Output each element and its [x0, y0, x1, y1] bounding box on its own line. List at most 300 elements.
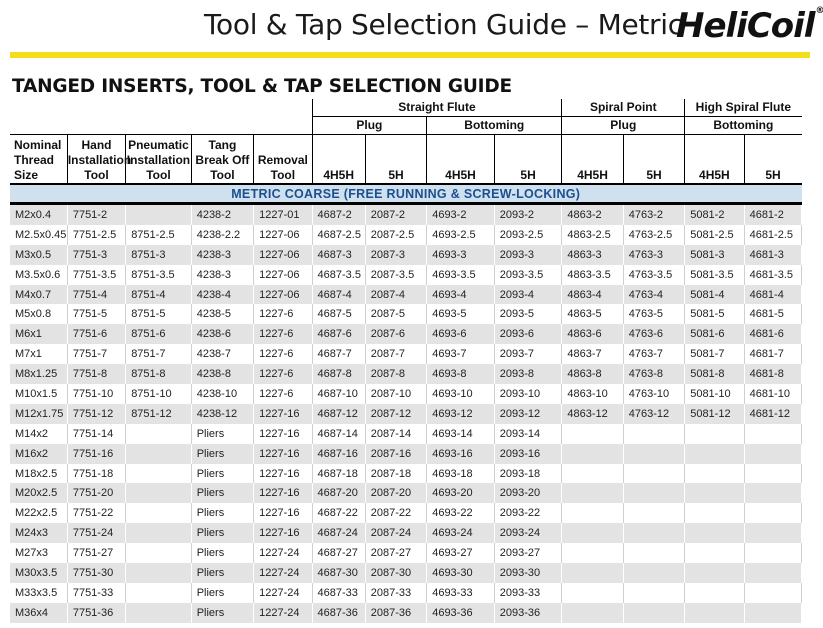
table-cell: 2093-14	[494, 424, 562, 444]
table-cell: 4763-12	[623, 404, 684, 424]
table-cell: 4238-2.2	[191, 225, 253, 245]
table-cell: 7751-8	[67, 364, 125, 384]
table-cell: 2087-14	[365, 424, 426, 444]
table-cell: 7751-18	[67, 464, 125, 484]
table-cell: 7751-20	[67, 483, 125, 503]
table-cell: 5081-4	[685, 285, 744, 305]
table-cell: Pliers	[191, 603, 253, 623]
table-cell: 2093-8	[494, 364, 562, 384]
table-cell: 2087-8	[365, 364, 426, 384]
table-cell	[562, 424, 623, 444]
table-cell: 4693-16	[427, 444, 495, 464]
table-cell: 4863-4	[562, 285, 623, 305]
table-cell	[623, 503, 684, 523]
table-cell: 4687-27	[312, 543, 365, 563]
subgroup-spiral-plug: Plug	[562, 117, 685, 135]
table-cell: 4863-12	[562, 404, 623, 424]
table-cell	[562, 583, 623, 603]
table-cell: 5081-3.5	[685, 265, 744, 285]
table-cell: 2087-7	[365, 344, 426, 364]
table-cell: 8751-12	[126, 404, 192, 424]
col-4h5h-spiral: 4H5H	[562, 135, 623, 185]
table-cell: 2087-30	[365, 563, 426, 583]
table-cell: 2087-18	[365, 464, 426, 484]
table-cell	[126, 563, 192, 583]
table-cell: 4763-3	[623, 245, 684, 265]
table-cell: 2087-2.5	[365, 225, 426, 245]
table-cell: 4693-5	[427, 304, 495, 324]
table-cell: 2087-36	[365, 603, 426, 623]
table-cell: 4863-2	[562, 204, 623, 225]
table-cell: Pliers	[191, 543, 253, 563]
table-cell: 1227-6	[254, 324, 312, 344]
table-cell: 4863-10	[562, 384, 623, 404]
table-cell: 4238-10	[191, 384, 253, 404]
table-cell	[126, 583, 192, 603]
table-cell: 7751-6	[67, 324, 125, 344]
table-cell: M22x2.5	[10, 503, 67, 523]
table-cell	[562, 464, 623, 484]
table-row	[10, 503, 802, 523]
table-cell: 2087-6	[365, 324, 426, 344]
table-cell: 1227-24	[254, 603, 312, 623]
col-5h-high-spiral: 5H	[744, 135, 801, 185]
table-cell: 4693-3.5	[427, 265, 495, 285]
table-cell	[685, 464, 744, 484]
table-cell: M4x0.7	[10, 285, 67, 305]
table-cell: 4863-8	[562, 364, 623, 384]
table-cell: Pliers	[191, 464, 253, 484]
table-cell: 7751-4	[67, 285, 125, 305]
table-cell	[744, 603, 801, 623]
table-cell: 2087-5	[365, 304, 426, 324]
table-cell	[562, 563, 623, 583]
table-cell: 4681-6	[744, 324, 801, 344]
table-cell: 4693-12	[427, 404, 495, 424]
selection-guide-table	[10, 99, 802, 623]
table-cell: 4763-8	[623, 364, 684, 384]
table-cell	[126, 483, 192, 503]
table-cell: M18x2.5	[10, 464, 67, 484]
table-cell: 4763-2.5	[623, 225, 684, 245]
table-cell: 4863-3	[562, 245, 623, 265]
table-cell	[562, 503, 623, 523]
table-cell: 7751-10	[67, 384, 125, 404]
table-cell: M16x2	[10, 444, 67, 464]
table-cell: 4687-3	[312, 245, 365, 265]
table-cell: M12x1.75	[10, 404, 67, 424]
table-cell: 7751-16	[67, 444, 125, 464]
table-cell: 4238-4	[191, 285, 253, 305]
table-cell: 4687-2	[312, 204, 365, 225]
table-cell: 2087-10	[365, 384, 426, 404]
table-cell: 4687-3.5	[312, 265, 365, 285]
table-row	[10, 563, 802, 583]
table-cell: M8x1.25	[10, 364, 67, 384]
table-cell: M3x0.5	[10, 245, 67, 265]
table-cell: M30x3.5	[10, 563, 67, 583]
table-cell: 4693-20	[427, 483, 495, 503]
table-cell: 1227-16	[254, 464, 312, 484]
table-cell: 7751-3	[67, 245, 125, 265]
table-cell	[685, 444, 744, 464]
table-cell: 2093-30	[494, 563, 562, 583]
table-cell: 4238-6	[191, 324, 253, 344]
table-cell: 4863-6	[562, 324, 623, 344]
table-cell: 4693-14	[427, 424, 495, 444]
table-cell: M33x3.5	[10, 583, 67, 603]
table-cell: 2093-33	[494, 583, 562, 603]
table-cell: Pliers	[191, 583, 253, 603]
table-cell: M3.5x0.6	[10, 265, 67, 285]
table-cell: 4693-7	[427, 344, 495, 364]
table-cell: 1227-16	[254, 483, 312, 503]
brand-logo-text: HeliCoil	[676, 6, 815, 46]
table-cell: Pliers	[191, 523, 253, 543]
table-cell: 4681-3.5	[744, 265, 801, 285]
table-cell: 7751-27	[67, 543, 125, 563]
table-cell: Pliers	[191, 563, 253, 583]
table-cell: 2093-20	[494, 483, 562, 503]
table-cell	[685, 603, 744, 623]
group-spiral-point: Spiral Point	[562, 99, 685, 117]
subgroup-high-bottoming: Bottoming	[685, 117, 802, 135]
table-cell: 4693-22	[427, 503, 495, 523]
table-cell: 4763-3.5	[623, 265, 684, 285]
table-cell: 4693-36	[427, 603, 495, 623]
table-cell	[623, 483, 684, 503]
table-row	[10, 204, 802, 225]
table-cell: 8751-2.5	[126, 225, 192, 245]
table-cell: M27x3	[10, 543, 67, 563]
col-tang: Tang Break Off Tool	[191, 135, 253, 185]
table-cell: Pliers	[191, 503, 253, 523]
table-cell: 7751-36	[67, 603, 125, 623]
table-cell: 1227-24	[254, 563, 312, 583]
table-cell: 4693-3	[427, 245, 495, 265]
table-cell: 7751-2	[67, 204, 125, 225]
table-cell: 1227-06	[254, 265, 312, 285]
table-cell	[744, 483, 801, 503]
registered-mark: ®	[815, 6, 823, 16]
table-cell: 2087-16	[365, 444, 426, 464]
table-cell: 4687-18	[312, 464, 365, 484]
table-cell: 4687-16	[312, 444, 365, 464]
table-cell: 2087-2	[365, 204, 426, 225]
table-cell	[126, 603, 192, 623]
table-cell: 2087-22	[365, 503, 426, 523]
table-row	[10, 424, 802, 444]
table-cell: M2.5x0.45	[10, 225, 67, 245]
table-cell: 4693-2	[427, 204, 495, 225]
table-cell: 4238-8	[191, 364, 253, 384]
table-cell: Pliers	[191, 424, 253, 444]
table-row	[10, 464, 802, 484]
table-cell: 4693-10	[427, 384, 495, 404]
table-cell: 2087-12	[365, 404, 426, 424]
table-cell	[744, 543, 801, 563]
table-cell	[744, 523, 801, 543]
table-cell: 8751-6	[126, 324, 192, 344]
table-cell: 4687-7	[312, 344, 365, 364]
table-cell: 4687-6	[312, 324, 365, 344]
table-cell	[623, 563, 684, 583]
table-cell: 4238-3	[191, 265, 253, 285]
subgroup-plug: Plug	[312, 117, 427, 135]
table-cell: 4687-36	[312, 603, 365, 623]
col-5h-spiral: 5H	[623, 135, 684, 185]
table-cell: 7751-7	[67, 344, 125, 364]
table-cell: 1227-16	[254, 404, 312, 424]
table-cell: 1227-16	[254, 444, 312, 464]
table-cell: 4693-33	[427, 583, 495, 603]
table-row	[10, 324, 802, 344]
table-row	[10, 304, 802, 324]
table-cell: 8751-3.5	[126, 265, 192, 285]
table-row	[10, 285, 802, 305]
table-row	[10, 543, 802, 563]
table-cell: 7751-33	[67, 583, 125, 603]
table-cell	[623, 603, 684, 623]
table-cell: Pliers	[191, 483, 253, 503]
table-cell: 1227-01	[254, 204, 312, 225]
table-cell: 2093-2	[494, 204, 562, 225]
table-cell: 8751-5	[126, 304, 192, 324]
table-cell: 2087-20	[365, 483, 426, 503]
table-cell: 4863-7	[562, 344, 623, 364]
table-cell: 4238-3	[191, 245, 253, 265]
table-cell: 2093-22	[494, 503, 562, 523]
table-cell	[685, 563, 744, 583]
table-cell: 2093-3.5	[494, 265, 562, 285]
table-cell: 2087-33	[365, 583, 426, 603]
col-5h-bottoming: 5H	[494, 135, 562, 185]
table-cell: 8751-10	[126, 384, 192, 404]
table-cell	[562, 444, 623, 464]
table-cell: 4681-2	[744, 204, 801, 225]
table-cell: M5x0.8	[10, 304, 67, 324]
table-cell: 2093-36	[494, 603, 562, 623]
table-cell: 4687-5	[312, 304, 365, 324]
table-cell: 4693-8	[427, 364, 495, 384]
table-cell: 2093-4	[494, 285, 562, 305]
table-cell: 4687-8	[312, 364, 365, 384]
table-cell	[623, 583, 684, 603]
table-cell: 1227-06	[254, 225, 312, 245]
table-cell: 5081-7	[685, 344, 744, 364]
table-cell	[126, 424, 192, 444]
table-cell	[623, 424, 684, 444]
table-cell	[685, 483, 744, 503]
table-cell: 5081-2	[685, 204, 744, 225]
table-cell: 7751-12	[67, 404, 125, 424]
table-cell: 2087-3.5	[365, 265, 426, 285]
table-cell: 5081-10	[685, 384, 744, 404]
table-cell: 2093-12	[494, 404, 562, 424]
table-cell: 4238-2	[191, 204, 253, 225]
table-cell	[562, 543, 623, 563]
table-cell: Pliers	[191, 444, 253, 464]
table-cell: 7751-30	[67, 563, 125, 583]
table-cell	[744, 503, 801, 523]
table-cell: 4687-12	[312, 404, 365, 424]
table-cell	[685, 583, 744, 603]
table-cell: 4763-10	[623, 384, 684, 404]
table-cell: 7751-3.5	[67, 265, 125, 285]
col-pneumatic: Pneumatic Installation Tool	[126, 135, 192, 185]
table-cell: 4681-3	[744, 245, 801, 265]
table-cell	[126, 204, 192, 225]
col-removal: Removal Tool	[254, 135, 312, 185]
table-cell: 4763-6	[623, 324, 684, 344]
table-cell: 4763-4	[623, 285, 684, 305]
table-cell	[126, 503, 192, 523]
table-cell: M36x4	[10, 603, 67, 623]
table-cell: 2093-6	[494, 324, 562, 344]
table-row	[10, 523, 802, 543]
table-row	[10, 344, 802, 364]
table-cell: 2087-4	[365, 285, 426, 305]
header-rule	[10, 52, 810, 58]
table-row	[10, 225, 802, 245]
col-hand: Hand Installation Tool	[67, 135, 125, 185]
table-cell: 7751-24	[67, 523, 125, 543]
table-cell: 4687-14	[312, 424, 365, 444]
table-cell: 4687-20	[312, 483, 365, 503]
table-cell: 4681-4	[744, 285, 801, 305]
table-cell	[126, 444, 192, 464]
table-cell: 2093-10	[494, 384, 562, 404]
table-cell	[685, 523, 744, 543]
table-cell: 7751-2.5	[67, 225, 125, 245]
table-cell	[126, 523, 192, 543]
table-cell: 2093-24	[494, 523, 562, 543]
table-cell: 4763-2	[623, 204, 684, 225]
table-cell: 1227-6	[254, 344, 312, 364]
table-cell	[562, 523, 623, 543]
table-cell: 1227-16	[254, 424, 312, 444]
table-cell	[562, 603, 623, 623]
table-cell: 1227-06	[254, 285, 312, 305]
table-row	[10, 404, 802, 424]
table-cell: 4681-7	[744, 344, 801, 364]
table-cell: 4238-5	[191, 304, 253, 324]
table-cell: 1227-6	[254, 364, 312, 384]
table-cell	[744, 563, 801, 583]
table-cell: 4863-3.5	[562, 265, 623, 285]
table-body	[10, 204, 802, 623]
table-cell: 4863-2.5	[562, 225, 623, 245]
table-cell: 4693-18	[427, 464, 495, 484]
table-row	[10, 483, 802, 503]
table-cell: 7751-14	[67, 424, 125, 444]
table-cell: 1227-06	[254, 245, 312, 265]
table-cell: M7x1	[10, 344, 67, 364]
table-cell: 4238-12	[191, 404, 253, 424]
table-cell	[744, 424, 801, 444]
table-row	[10, 364, 802, 384]
table-cell: 2087-27	[365, 543, 426, 563]
table-row	[10, 583, 802, 603]
table-cell: 5081-8	[685, 364, 744, 384]
page-title: Tool & Tap Selection Guide – Metric	[204, 8, 683, 41]
table-cell: 4863-5	[562, 304, 623, 324]
table-row	[10, 603, 802, 623]
table-cell: M24x3	[10, 523, 67, 543]
table-cell: 5081-12	[685, 404, 744, 424]
col-5h-plug: 5H	[365, 135, 426, 185]
table-cell: 4681-2.5	[744, 225, 801, 245]
table-cell: 5081-6	[685, 324, 744, 344]
group-straight-flute: Straight Flute	[312, 99, 562, 117]
table-row	[10, 444, 802, 464]
table-cell	[623, 543, 684, 563]
section-title: TANGED INSERTS, TOOL & TAP SELECTION GUIDE	[12, 76, 512, 97]
table-cell: 2093-2.5	[494, 225, 562, 245]
table-cell	[685, 424, 744, 444]
table-cell: 8751-4	[126, 285, 192, 305]
table-cell: 4687-33	[312, 583, 365, 603]
table-cell: 1227-16	[254, 503, 312, 523]
table-cell: M10x1.5	[10, 384, 67, 404]
table-cell: M20x2.5	[10, 483, 67, 503]
table-cell: 4238-7	[191, 344, 253, 364]
table-row	[10, 245, 802, 265]
table-cell: 4687-30	[312, 563, 365, 583]
table-cell	[623, 444, 684, 464]
table-cell: 8751-8	[126, 364, 192, 384]
col-4h5h-plug: 4H5H	[312, 135, 365, 185]
table-cell: 5081-2.5	[685, 225, 744, 245]
table-cell: 4687-2.5	[312, 225, 365, 245]
table-cell: 2093-7	[494, 344, 562, 364]
table-cell: M2x0.4	[10, 204, 67, 225]
table-cell: 2093-18	[494, 464, 562, 484]
table-cell: 8751-3	[126, 245, 192, 265]
table-cell: 4681-12	[744, 404, 801, 424]
table-cell	[744, 444, 801, 464]
table-cell	[685, 543, 744, 563]
table-cell: 4687-4	[312, 285, 365, 305]
table-cell: 4693-24	[427, 523, 495, 543]
table-cell: 2087-3	[365, 245, 426, 265]
table-cell	[744, 583, 801, 603]
table-cell: 4693-27	[427, 543, 495, 563]
table-cell: 7751-5	[67, 304, 125, 324]
table-cell: 4687-10	[312, 384, 365, 404]
table-row	[10, 384, 802, 404]
table-cell	[623, 523, 684, 543]
table-cell: 4681-5	[744, 304, 801, 324]
table-cell: M6x1	[10, 324, 67, 344]
table-cell	[623, 464, 684, 484]
subgroup-bottoming: Bottoming	[427, 117, 562, 135]
table-cell: 2093-3	[494, 245, 562, 265]
table-cell: M14x2	[10, 424, 67, 444]
table-cell	[126, 464, 192, 484]
table-cell: 2087-24	[365, 523, 426, 543]
table-cell: 4763-5	[623, 304, 684, 324]
group-high-spiral-flute: High Spiral Flute	[685, 99, 802, 117]
col-nominal: Nominal Thread Size	[10, 135, 67, 185]
col-4h5h-high-spiral: 4H5H	[685, 135, 744, 185]
table-cell	[126, 543, 192, 563]
table-cell: 4693-6	[427, 324, 495, 344]
table-cell: 1227-6	[254, 384, 312, 404]
table-cell	[744, 464, 801, 484]
table-cell: 5081-3	[685, 245, 744, 265]
table-cell: 1227-24	[254, 583, 312, 603]
